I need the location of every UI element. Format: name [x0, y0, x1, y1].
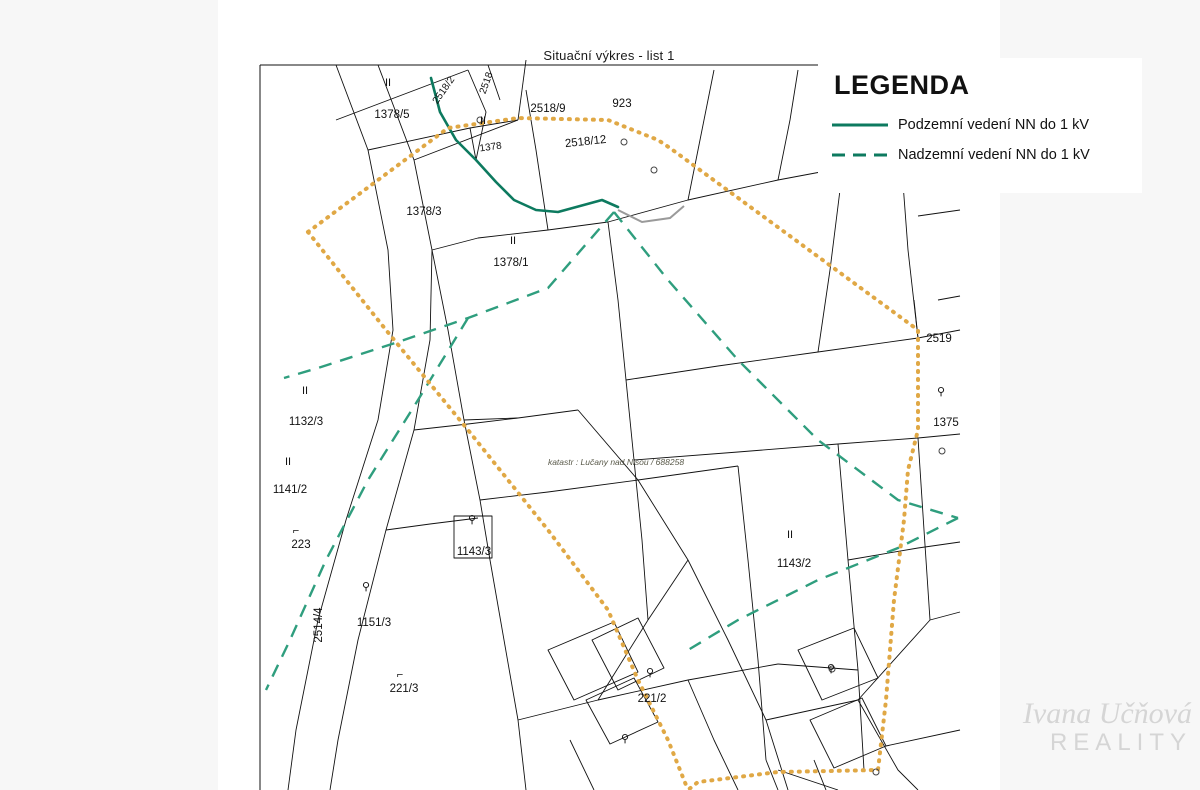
svg-text:II: II: [479, 115, 487, 127]
legend-swatch-solid: [832, 118, 888, 132]
watermark-line1: Ivana Učňová: [1022, 697, 1192, 731]
svg-text:⚲: ⚲: [361, 581, 371, 593]
watermark-line2: REALITY: [1049, 728, 1192, 756]
svg-text:⌐: ⌐: [396, 669, 404, 681]
svg-text:1378: 1378: [478, 140, 503, 155]
svg-text:1143/2: 1143/2: [776, 558, 812, 570]
svg-text:1151/3: 1151/3: [356, 617, 392, 629]
svg-text:II: II: [384, 77, 392, 89]
svg-text:II: II: [301, 385, 309, 397]
svg-text:221/2: 221/2: [637, 693, 667, 705]
svg-text:⚲: ⚲: [645, 667, 655, 679]
legend-title: LEGENDA: [834, 70, 970, 100]
svg-text:2518/2: 2518/2: [430, 74, 458, 107]
svg-text:1378/3: 1378/3: [406, 206, 442, 218]
svg-text:2514/4: 2514/4: [313, 607, 325, 643]
svg-text:⚲: ⚲: [467, 514, 477, 526]
svg-text:223: 223: [291, 539, 311, 551]
page-gutter-left: [0, 0, 218, 790]
svg-text:⌐: ⌐: [292, 525, 300, 537]
legend-item-overhead: [832, 147, 1128, 163]
svg-text:1378/1: 1378/1: [493, 257, 529, 269]
svg-text:923: 923: [612, 98, 632, 110]
cadastre-note: katastr : Lučany nad Nisou / 688258: [547, 457, 685, 467]
svg-text:1141/2: 1141/2: [272, 484, 308, 496]
legend-swatch-dashed: [832, 148, 888, 162]
svg-text:II: II: [509, 235, 517, 247]
svg-text:2519: 2519: [926, 333, 952, 345]
svg-text:1375: 1375: [933, 417, 959, 429]
legend-item-underground: [832, 117, 1128, 133]
legend-label-overhead: Nadzemní vedení NN do 1 kV: [898, 147, 1090, 163]
svg-text:⚲: ⚲: [826, 663, 836, 675]
svg-text:II: II: [786, 529, 794, 541]
svg-text:2518/12: 2518/12: [564, 133, 607, 151]
svg-text:1132/3: 1132/3: [288, 416, 324, 428]
svg-text:⚲: ⚲: [936, 386, 946, 398]
svg-text:2518: 2518: [477, 70, 496, 96]
legend-panel: [818, 58, 1142, 193]
svg-text:⚲: ⚲: [620, 733, 630, 745]
legend-label-underground: Podzemní vedení NN do 1 kV: [898, 117, 1090, 133]
svg-text:II: II: [284, 456, 292, 468]
svg-text:1143/3: 1143/3: [456, 546, 492, 558]
grey-utility-line: [618, 206, 684, 222]
svg-text:1378/5: 1378/5: [374, 109, 410, 121]
svg-text:221/3: 221/3: [389, 683, 419, 695]
page-title: Situační výkres - list 1: [543, 48, 675, 63]
svg-text:2518/9: 2518/9: [530, 103, 566, 115]
